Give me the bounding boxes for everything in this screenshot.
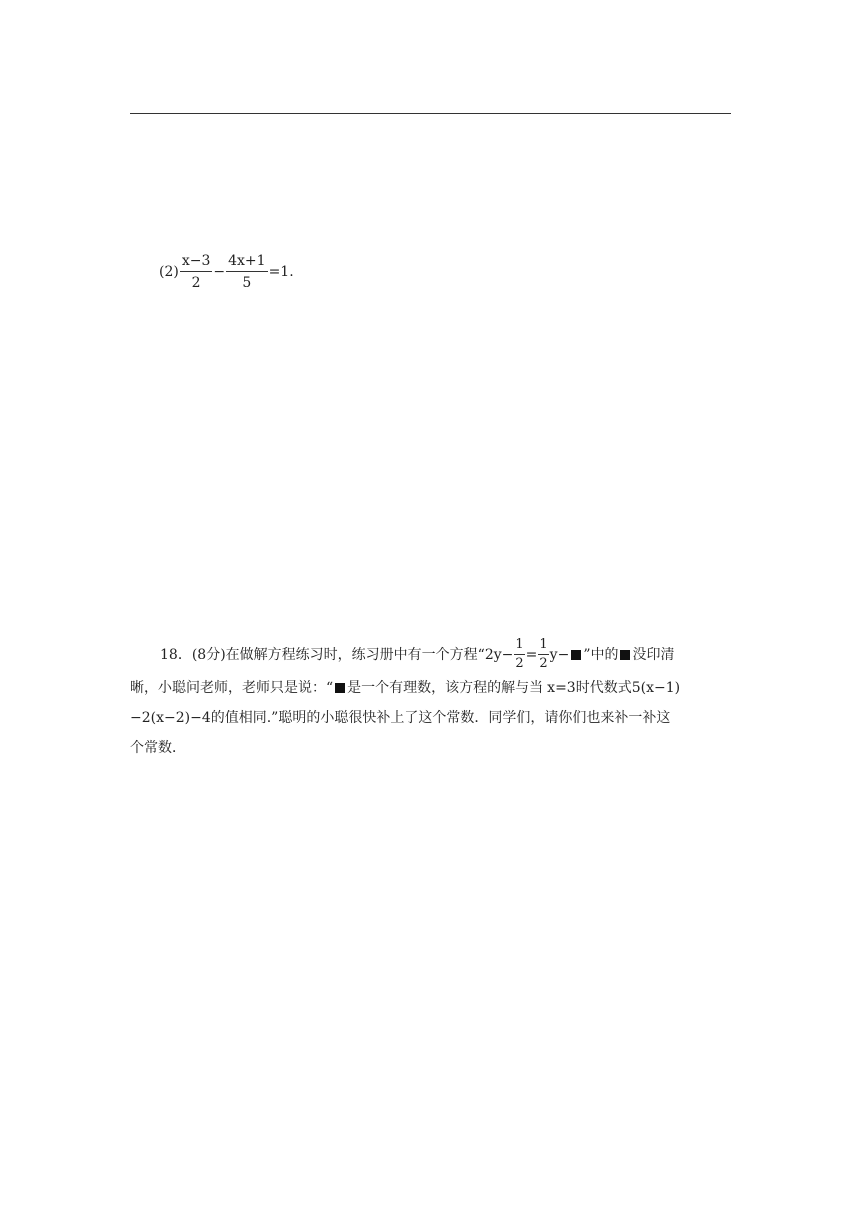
half-fraction-1 [514,638,524,672]
problem-line-2 [130,673,731,703]
problem-score: (8分) [191,647,226,663]
problem-text-1-end: ”中的 [583,647,619,663]
problem-line-4 [130,733,731,763]
problem-text-1-tail: 没印清 [632,647,675,663]
black-square-icon [335,683,345,693]
half-2-denominator: 2 [539,656,548,671]
problem-18 [130,637,731,763]
half-fraction-2 [538,638,548,672]
equation-rhs: =1. [268,264,294,281]
equation-label: (2) [159,264,179,281]
problem-text-1: 在做解方程练习时，练习册中有一个方程“ [225,647,485,663]
header-rule [130,113,731,114]
inline-equation [485,638,583,672]
minus-sign: − [213,264,226,281]
inline-eq-part-a: 2y− [484,647,514,663]
problem-line-1 [130,637,731,673]
fraction-2-numerator: 4x+1 [226,253,267,272]
problem-text-2c: x=3时代数式5(x−1) [547,680,681,696]
problem-text-3: −2(x−2)−4的值相同.”聪明的小聪很快补上了这个常数．同学们，请你们也来补一补这 [130,710,671,726]
problem-line-3 [130,703,731,733]
problem-text-4: 个常数． [130,740,186,756]
fraction-2 [226,253,267,291]
half-1-numerator: 1 [514,638,524,655]
inline-eq-equals: = [525,647,538,663]
black-square-icon [571,650,581,660]
fraction-1 [180,253,213,291]
half-1-denominator: 2 [515,656,524,671]
problem-text-2a: 晰，小聪问老师，老师只是说：“ [130,680,334,696]
fraction-1-denominator: 2 [191,275,201,292]
fraction-2-denominator: 5 [242,275,252,292]
inline-eq-part-c: y− [549,647,570,663]
fraction-1-numerator: x−3 [180,253,213,272]
half-2-numerator: 1 [538,638,548,655]
problem-text-2b: 是一个有理数，该方程的解与当 [347,680,544,696]
problem-number: 18． [160,647,192,663]
black-square-icon [620,650,630,660]
equation-2 [159,253,294,291]
